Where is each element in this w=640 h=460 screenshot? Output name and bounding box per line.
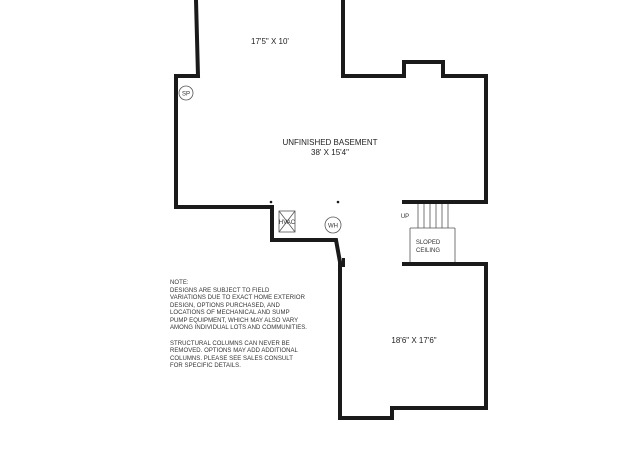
stair-up-label: UP <box>400 214 410 220</box>
lower-room-dimensions: 18'6" X 17'6" <box>391 336 437 345</box>
note-line: PUMP EQUIPMENT, WHICH MAY ALSO VARY <box>170 317 299 324</box>
exterior-wall-right <box>343 0 486 202</box>
note-line: STRUCTURAL COLUMNS CAN NEVER BE <box>170 340 290 347</box>
basement-name: UNFINISHED BASEMENT <box>282 138 378 147</box>
sump-pump-label: SP <box>181 91 191 98</box>
column-mark <box>342 258 345 267</box>
note-line: COLUMNS. PLEASE SEE SALES CONSULT <box>170 355 293 362</box>
note-spacer <box>170 333 340 341</box>
note-line: DESIGN, OPTIONS PURCHASED, AND <box>170 302 280 309</box>
note-line: FOR SPECIFIC DETAILS. <box>170 363 241 369</box>
note-line: LOCATIONS OF MECHANICAL AND SUMP <box>170 310 290 316</box>
note-line: REMOVED. OPTIONS MAY ADD ADDITIONAL <box>170 348 298 354</box>
note-line: DESIGNS ARE SUBJECT TO FIELD <box>170 287 270 294</box>
water-heater-label: WH <box>328 223 338 230</box>
top-room-dimensions: 17'5" X 10' <box>251 37 289 46</box>
sloped-ceiling-label-1: SLOPED <box>415 240 441 246</box>
note-heading: NOTE: <box>170 280 189 286</box>
hvac-label: HVAC <box>278 220 296 226</box>
basement-dimensions: 38' X 15'4" <box>311 148 349 157</box>
note-line: AMONG INDIVIDUAL LOTS AND COMMUNITIES. <box>170 325 308 331</box>
note-line: VARIATIONS DUE TO EXACT HOME EXTERIOR <box>170 295 305 301</box>
plan-note <box>170 280 340 371</box>
column-dot <box>270 201 273 204</box>
sloped-ceiling-label-2: CEILING <box>415 248 441 254</box>
column-dot <box>337 201 340 204</box>
